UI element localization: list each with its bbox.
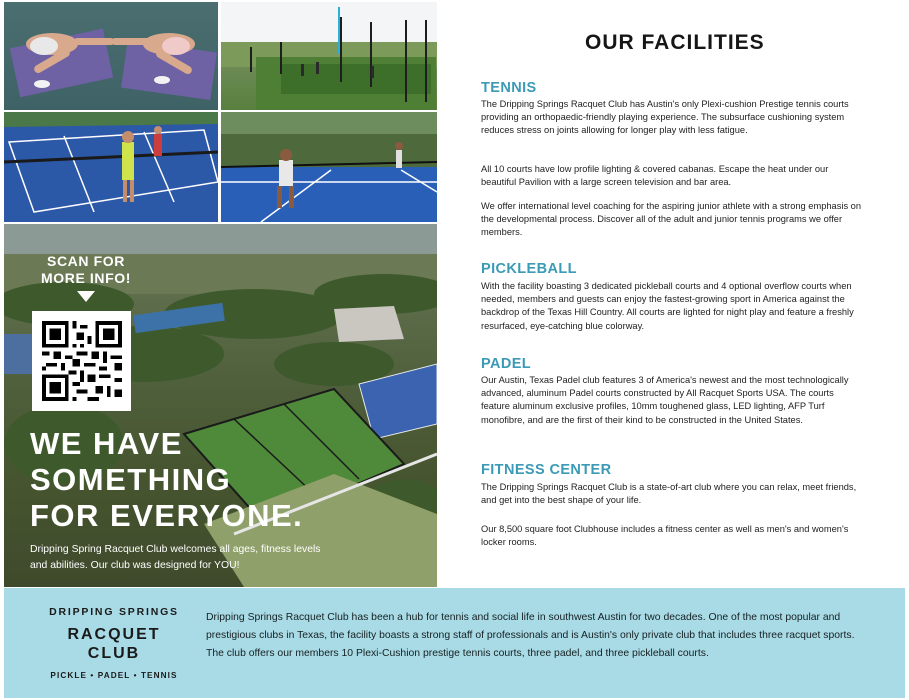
- arrow-down-icon: [77, 291, 95, 302]
- scan-line-2: MORE INFO!: [41, 270, 131, 286]
- club-logo: [44, 605, 184, 680]
- padel-paragraph: Our Austin, Texas Padel club features 3 of America's newest and the most technologically advanced, aluminum Padel courts constructed by All Racquet Sports USA. The courts feature aluminum exclusive profiles, 10mm toughened glass, LED lighting, AFP Turf monofibre, and are the first of their kind to be constructed in the United States.: [481, 375, 849, 425]
- logo-sports-text: PICKLE • PADEL • TENNIS: [50, 671, 178, 680]
- photo-pickleball-players: [4, 112, 218, 222]
- logo-main-text-2: CLUB: [87, 645, 141, 662]
- logo-main-text-1: RACQUET: [67, 626, 161, 643]
- tennis-heading: TENNIS: [481, 80, 537, 96]
- photo-padel-courts: [221, 2, 437, 110]
- padel-heading: PADEL: [481, 356, 532, 372]
- pickleball-heading: PICKLEBALL: [481, 261, 577, 277]
- photo-stretching: [4, 2, 218, 110]
- photo-tennis-player: [221, 112, 437, 222]
- tennis-paragraph-2: All 10 courts have low profile lighting & covered cabanas. Escape the heat under our beautiful Pavilion with a large screen television and bar area.: [481, 164, 829, 188]
- welcome-text: Dripping Spring Racquet Club welcomes all ages, fitness levels and abilities. Our club was designed for YOU!: [30, 544, 321, 571]
- page-title: OUR FACILITIES: [585, 31, 765, 54]
- headline-line-1: WE HAVE: [30, 426, 183, 461]
- club-description: Dripping Springs Racquet Club has been a hub for tennis and social life in southwest Austin for two decades. One of the most popular and prestigious clubs in Texas, the facility boasts a strong staff of professionals and is Austin's only private club that includes three racquet sports. The club offers our members 10 Plexi-Cushion prestige tennis courts, three padel, and three pickleball courts.: [206, 612, 855, 660]
- fitness-paragraph-2: Our 8,500 square foot Clubhouse includes a fitness center as well as men's and women's locker rooms.: [481, 524, 849, 548]
- headline: [30, 426, 390, 534]
- footer-banner: [4, 588, 905, 698]
- tennis-paragraph-1: The Dripping Springs Racquet Club has Austin's only Plexi-cushion Prestige tennis courts providing an orthopaedic-friendly playing experience. The subsurface cushioning system reduces stress on joints allowing for longer play with less fatigue.: [481, 99, 849, 136]
- headline-line-3: FOR EVERYONE.: [30, 498, 304, 533]
- tennis-paragraph-3: We offer international level coaching for the aspiring junior athlete with a strong emphasis on the developmental process. Discover all of the adult and junior tennis programs we offer members.: [481, 201, 862, 238]
- logo-top-text: DRIPPING SPRINGS: [49, 606, 179, 618]
- qr-code[interactable]: [32, 311, 131, 411]
- fitness-paragraph-1: The Dripping Springs Racquet Club is a state-of-art club where you can relax, meet friends, and get into the best shape of your life.: [481, 482, 857, 506]
- headline-line-2: SOMETHING: [30, 462, 232, 497]
- qr-code-icon: [42, 321, 122, 401]
- pickleball-paragraph: With the facility boasting 3 dedicated pickleball courts and 4 optional overflow courts when needed, members and guests can enjoy the fastest-growing sport in America against the backdrop of the Texas Hill Country. All courts are lighted for night play and feature a freshly resurfaced, eye-catching blue colorway.: [481, 281, 854, 331]
- scan-line-1: SCAN FOR: [47, 253, 125, 269]
- fitness-center-heading: FITNESS CENTER: [481, 462, 612, 478]
- scan-for-more-info-label: [30, 253, 142, 287]
